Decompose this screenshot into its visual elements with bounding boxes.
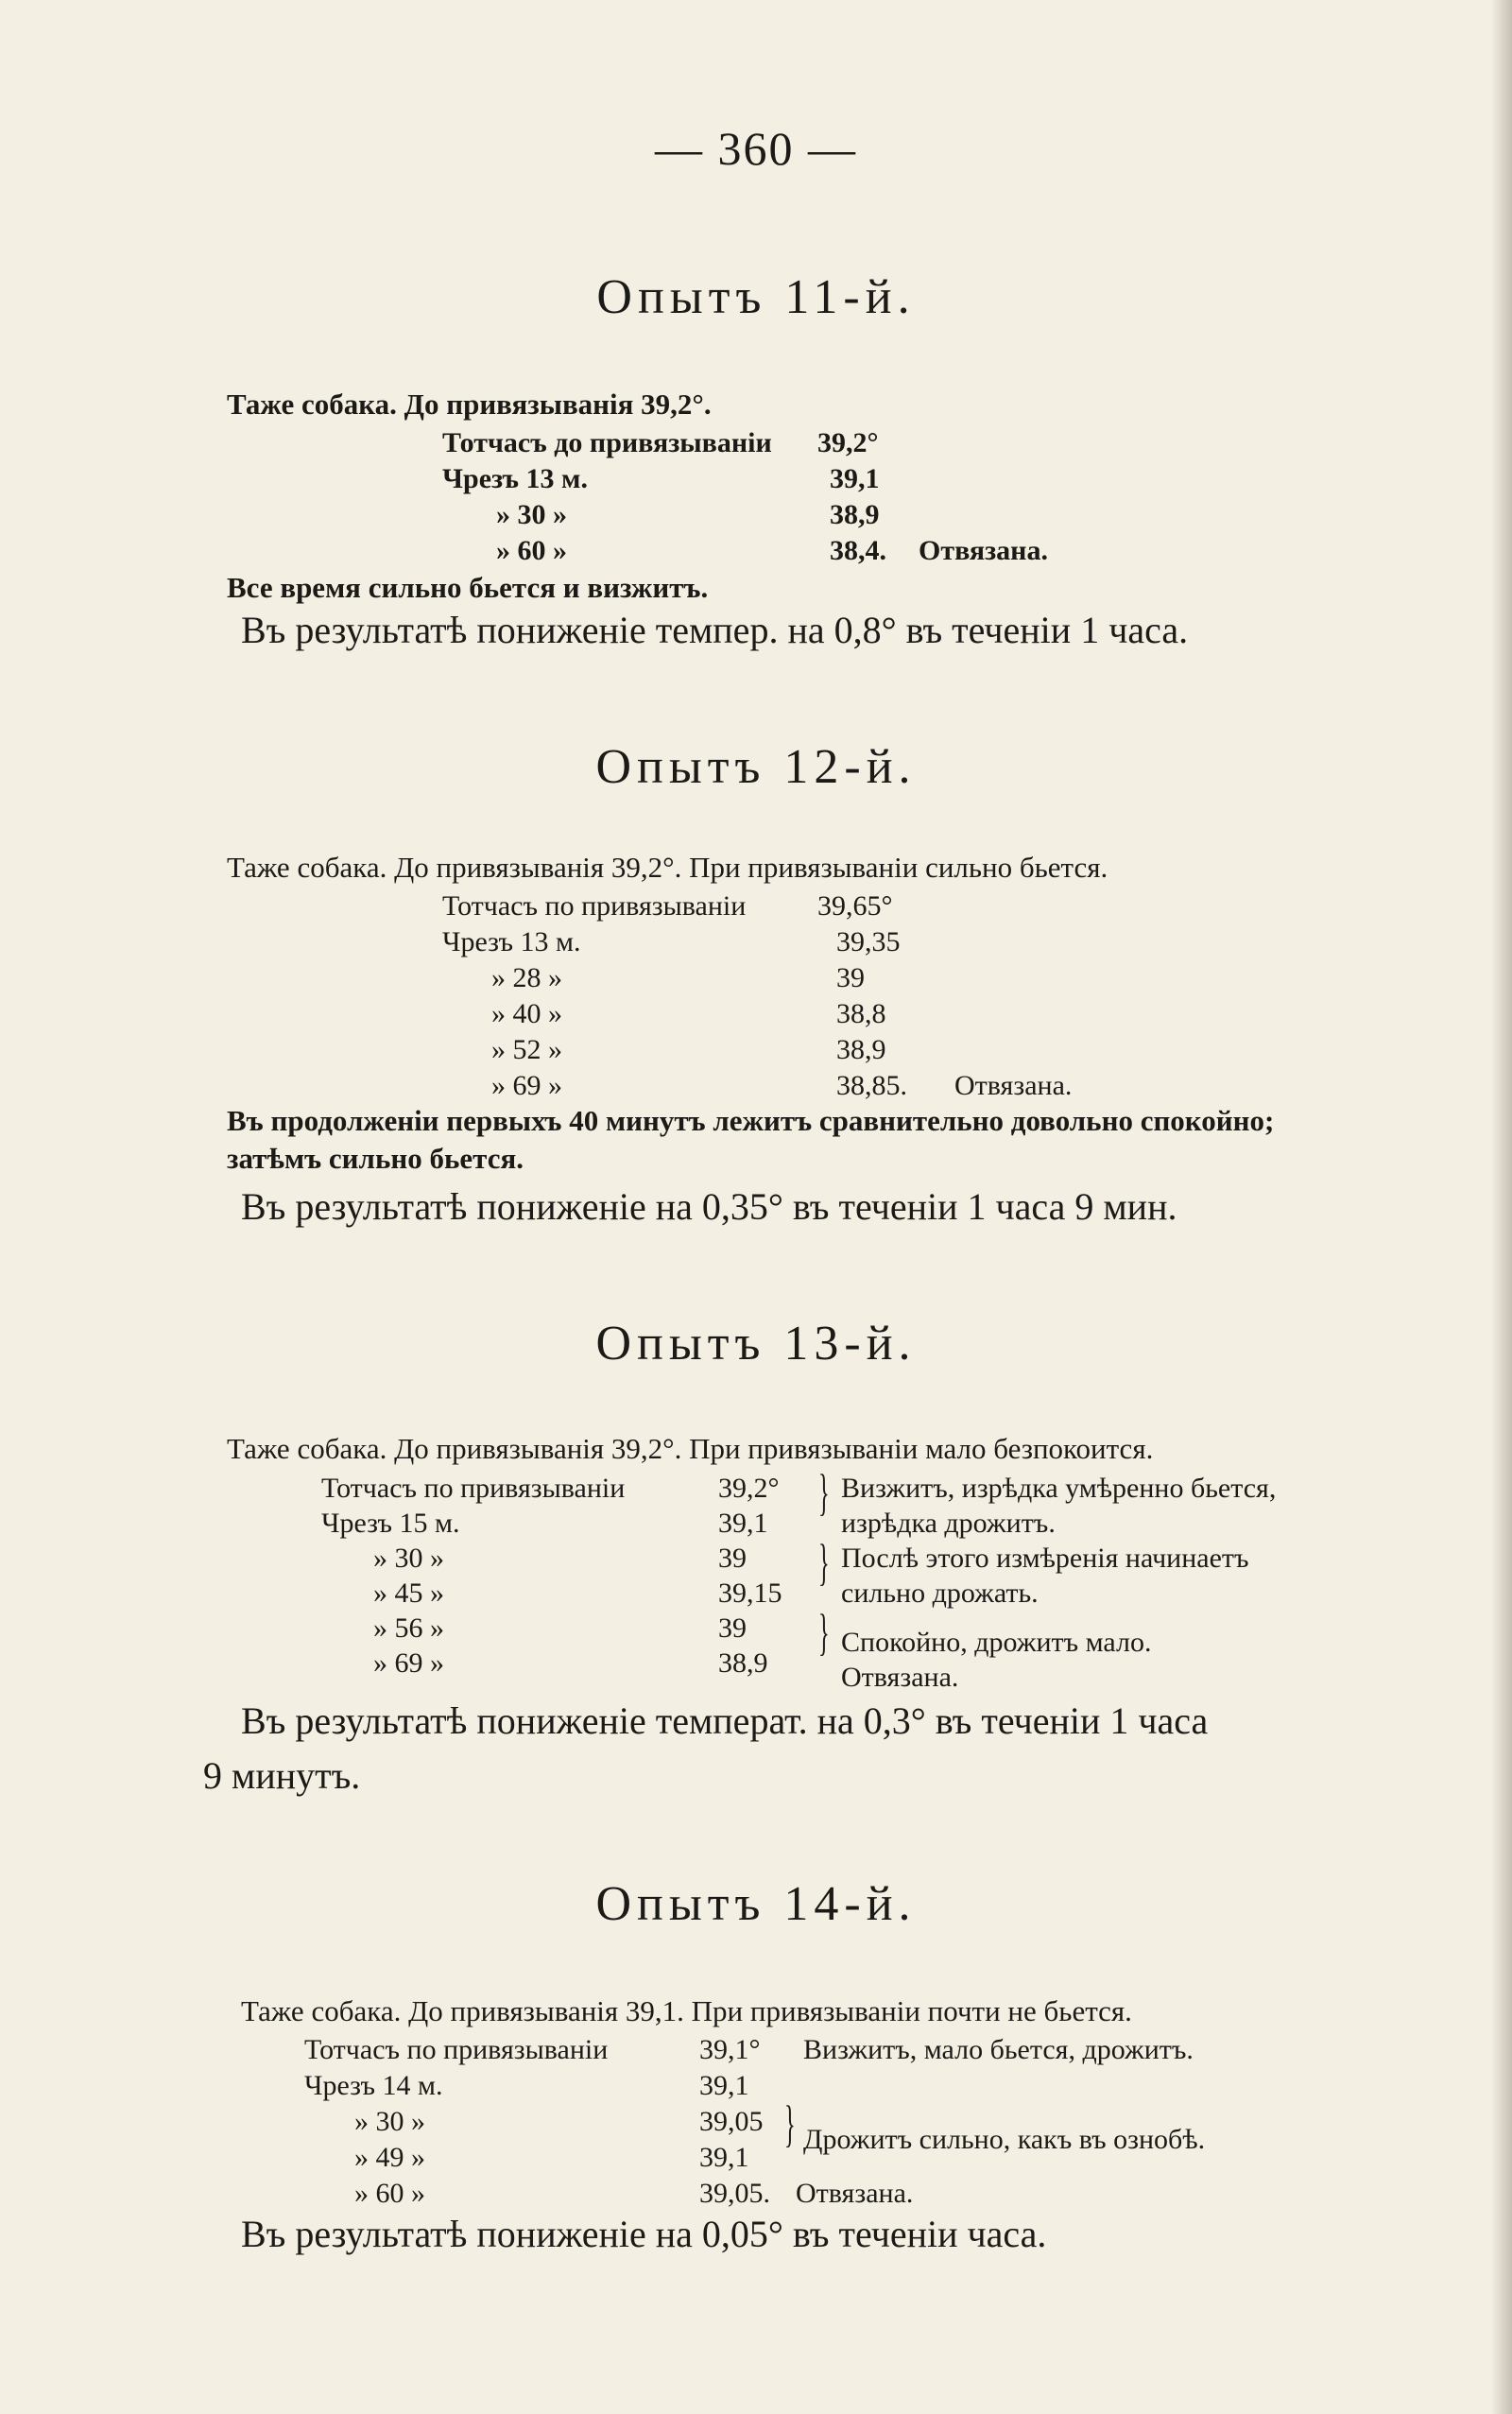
table-row-label: Чрезъ 13 м. [442, 926, 581, 957]
table-row-value: 38,9 [836, 1034, 886, 1065]
table-row-value: 39,05 [699, 2106, 764, 2137]
table-row-label: Тотчасъ по привязываніи [442, 890, 747, 922]
table-row-label: » 40 » [491, 998, 562, 1029]
table-row-value: 39,1 [830, 463, 880, 494]
table-note: Спокойно, дрожитъ мало. [841, 1627, 1152, 1658]
experiment-14-title: Опытъ 14-й. [595, 1877, 917, 1931]
table-row-value: 39 [718, 1543, 747, 1574]
table-row-label: » 45 » [373, 1578, 444, 1609]
experiment-14-result: Въ результатѣ пониженіе на 0,05° въ теченіи часа. [241, 2213, 1047, 2255]
experiment-14-intro: Таже собака. До привязыванія 39,1. При привязываніи почти не бьется. [241, 1994, 1132, 2027]
experiment-12-result: Въ результатѣ пониженіе на 0,35° въ теченіи 1 часа 9 мин. [241, 1185, 1177, 1228]
brace-icon: } [784, 2095, 796, 2152]
table-row-label: » 60 » [496, 535, 567, 566]
table-row-value: 38,8 [836, 998, 886, 1029]
table-row-label: » 30 » [354, 2106, 425, 2137]
table-row-note: Визжитъ, мало бьется, дрожитъ. [803, 2034, 1194, 2065]
experiment-13-title: Опытъ 13-й. [595, 1317, 917, 1371]
table-row-label: » 69 » [373, 1647, 444, 1679]
experiment-12-remark-line: Въ продолженіи первыхъ 40 минутъ лежитъ сравнительно довольно спокойно; [227, 1104, 1275, 1137]
experiment-12-title: Опытъ 12-й. [595, 740, 917, 794]
table-row-value: 38,9 [718, 1647, 768, 1679]
table-row-value: 39,1 [699, 2142, 749, 2173]
table-row-value: 39 [836, 962, 865, 993]
table-row-note: Отвязана. [919, 535, 1048, 566]
table-row-label: » 30 » [496, 499, 567, 530]
table-row-label: » 60 » [354, 2178, 425, 2209]
experiment-12-remark-line: затѣмъ сильно бьется. [227, 1142, 524, 1175]
table-note: Послѣ этого измѣренія начинаетъ [841, 1543, 1249, 1574]
table-row-label: » 56 » [373, 1612, 444, 1644]
table-row-value: 39,2° [718, 1473, 780, 1504]
table-row-label: Чрезъ 15 м. [321, 1508, 460, 1539]
table-row-value: 39,35 [836, 926, 901, 957]
experiment-12-intro: Таже собака. До привязыванія 39,2°. При привязываніи сильно бьется. [227, 851, 1108, 884]
table-row-value: 39,2° [817, 427, 879, 458]
table-row-value: 39 [718, 1612, 747, 1644]
page-number: — 360 — [655, 122, 857, 175]
experiment-13-result-line: 9 минутъ. [203, 1754, 361, 1797]
experiment-11-title: Опытъ 11-й. [596, 270, 916, 324]
table-row-value: 39,65° [817, 890, 893, 922]
table-note: Визжитъ, изрѣдка умѣренно бьется, [841, 1473, 1277, 1504]
table-brace-note: Дрожитъ сильно, какъ въ ознобѣ. [803, 2124, 1206, 2155]
experiment-11-remark: Все время сильно бьется и визжитъ. [227, 571, 709, 604]
experiment-13-result-line: Въ результатѣ пониженіе температ. на 0,3° въ теченіи 1 часа [241, 1699, 1209, 1742]
table-row-value: 38,85. [836, 1070, 907, 1101]
experiment-11-intro: Таже собака. До привязыванія 39,2°. [227, 388, 712, 421]
table-row-label: Чрезъ 13 м. [442, 463, 588, 494]
table-row-label: Тотчасъ по привязываніи [304, 2034, 609, 2065]
experiment-11-result: Въ результатѣ пониженіе темпер. на 0,8° въ теченіи 1 часа. [241, 609, 1189, 651]
table-row-label: Чрезъ 14 м. [304, 2070, 443, 2101]
table-row-value: 38,9 [830, 499, 880, 530]
table-row-value: 39,1 [718, 1508, 768, 1539]
table-row-note: Отвязана. [796, 2178, 914, 2209]
brace-icon: } [818, 1464, 830, 1521]
page-edge-shadow [1491, 0, 1512, 2414]
experiment-13-intro: Таже собака. До привязыванія 39,2°. При привязываніи мало безпокоится. [227, 1432, 1154, 1465]
table-row-value: 39,1 [699, 2070, 749, 2101]
table-note: Отвязана. [841, 1662, 959, 1693]
table-row-label: » 28 » [491, 962, 562, 993]
table-note: сильно дрожать. [841, 1578, 1039, 1609]
table-row-label: » 52 » [491, 1034, 562, 1065]
brace-icon: } [818, 1604, 830, 1661]
table-row-label: Тотчасъ по привязываніи [321, 1473, 626, 1504]
table-row-label: » 30 » [373, 1543, 444, 1574]
table-row-label: » 49 » [354, 2142, 425, 2173]
table-row-note: Отвязана. [954, 1070, 1073, 1101]
table-row-value: 38,4. [830, 535, 886, 566]
table-row-value: 39,05. [699, 2178, 770, 2209]
table-note: изрѣдка дрожитъ. [841, 1508, 1056, 1539]
table-row-label: » 69 » [491, 1070, 562, 1101]
table-row-value: 39,15 [718, 1578, 782, 1609]
table-row-value: 39,1° [699, 2034, 761, 2065]
brace-icon: } [818, 1534, 830, 1591]
table-row-label: Тотчасъ до привязываніи [442, 427, 772, 458]
